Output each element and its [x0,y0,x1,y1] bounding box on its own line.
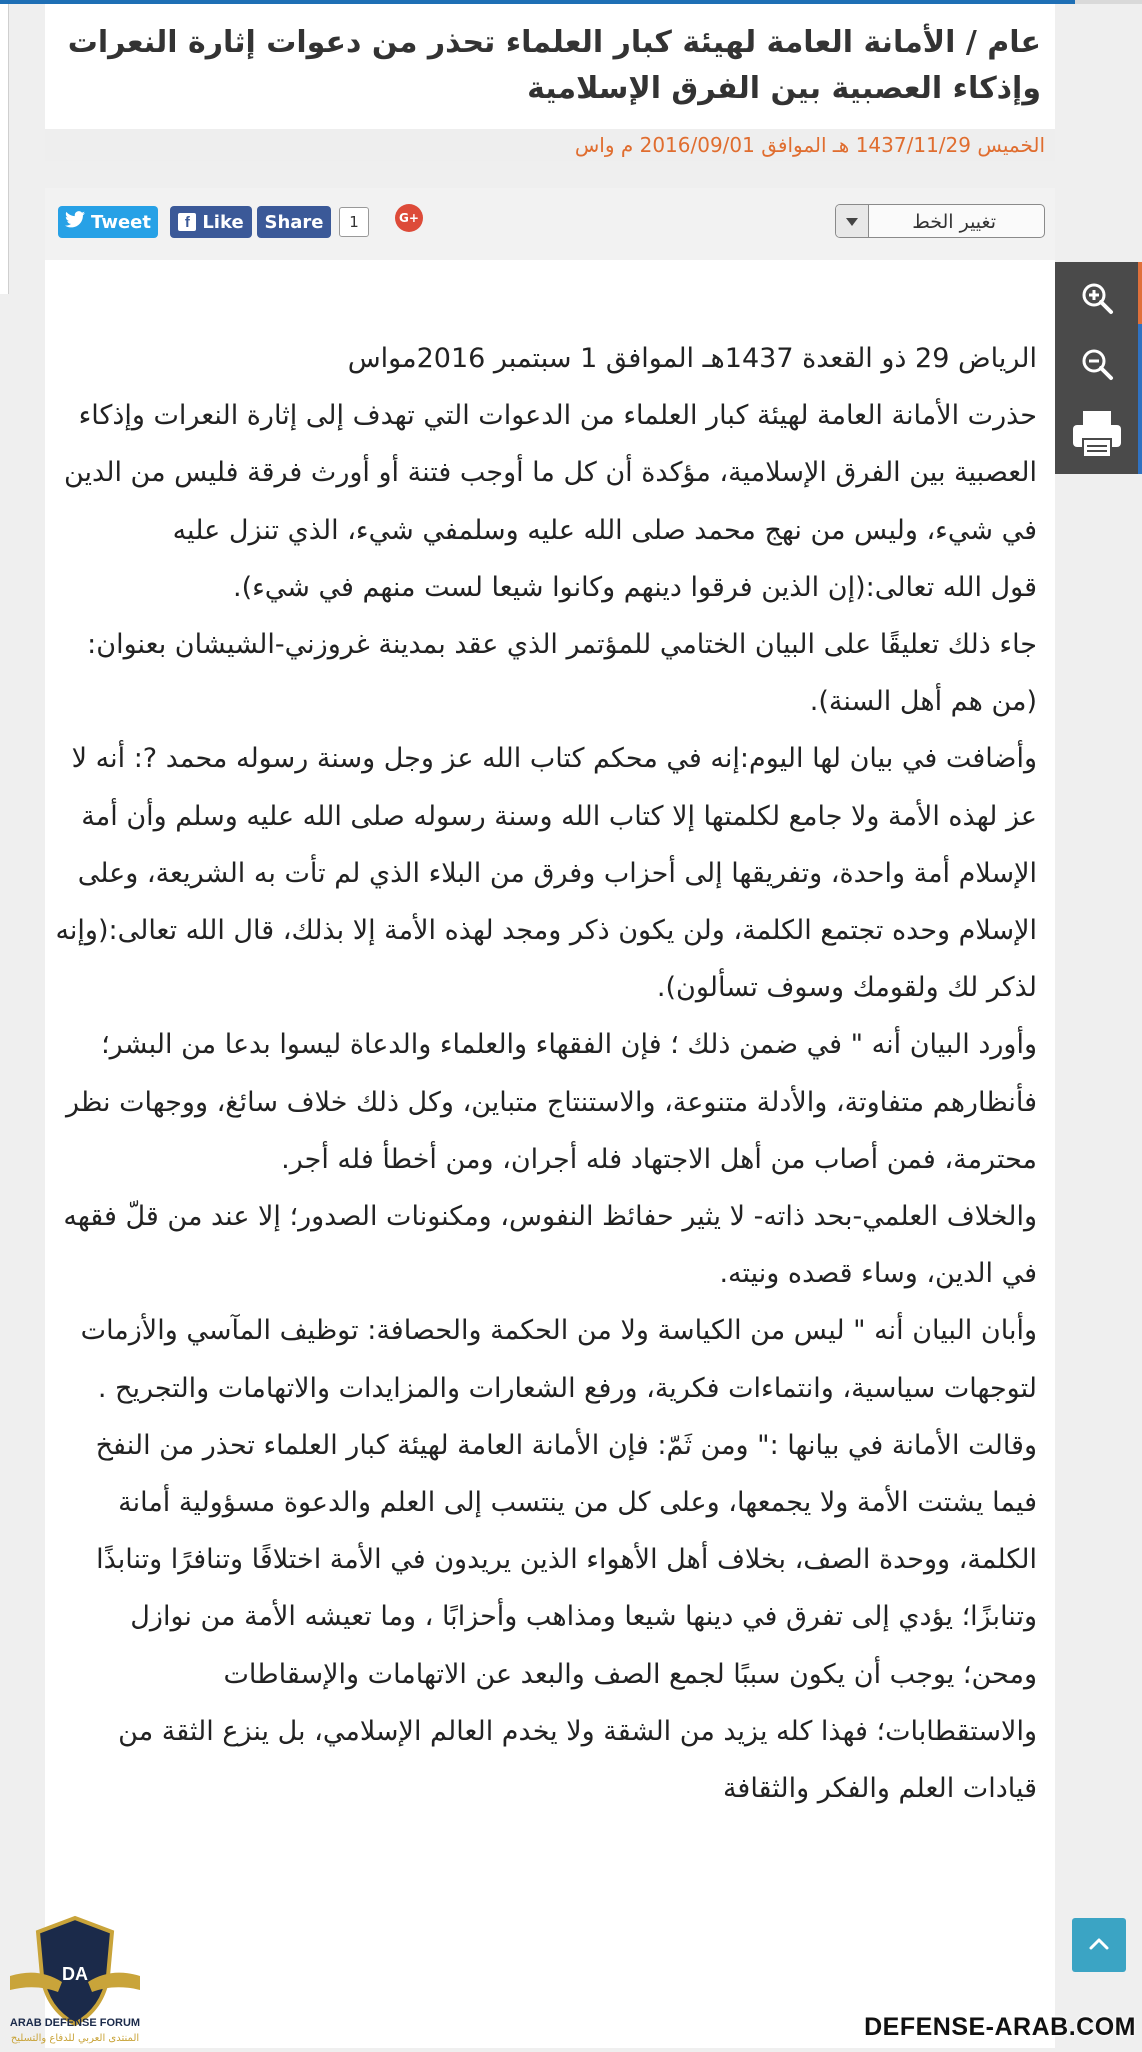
gplus-label: G+ [399,211,419,225]
google-plus-icon[interactable] [395,204,423,232]
article-title: عام / الأمانة العامة لهيئة كبار العلماء تحذر من دعوات إثارة النعرات وإذكاء العصبية بين الفرق الإسلامية [67,25,1041,106]
article-paragraph: وقالت الأمانة في بيانها :" ومن ثَمّ: فإن الأمانة العامة لهيئة كبار العلماء تحذر من النفخ فيما يشتت الأمة ولا يجمعها، وعلى كل من ينتسب إلى العلم والدعوة مسؤولية أمانة الكلمة، ووحدة الصف، بخلاف أهل الأهواء الذين يريدون في الأمة اختلافًا وتنافرًا وتنابذًا وتنابزًا؛ يؤدي إلى تفرق في دينها شيعا ومذاهب وأحزابًا ، وما تعيشه الأمة من نوازل ومحن؛ يوجب أن يكون سببًا لجمع الصف والبعد عن الاتهامات والإسقاطات والاستقطابات؛ فهذا كله يزيد من الشقة ولا يخدم العالم الإسلامي، بل ينزع الثقة من قيادات العلم والفكر والثقافة [95,1429,1037,1805]
article-paragraph: وأورد البيان أنه " في ضمن ذلك ؛ فإن الفقهاء والعلماء والدعاة ليسوا بدعا من البشر؛ فأنظارهم متفاوتة، والأدلة متنوعة، والاستنتاج متباين، وكل ذلك خلاف سائغ، ووجهات نظر محترمة، فمن أصاب من أهل الاجتهاد فله أجران، ومن أخطأ فله أجر. [65,1029,1037,1175]
share-label: Share [264,211,324,233]
article-body [45,260,1055,2048]
zoom-in-icon[interactable] [1075,276,1119,320]
zoom-out-icon[interactable] [1075,342,1119,386]
back-to-top-button[interactable] [1072,1918,1126,1972]
share-toolbar [45,188,1055,260]
article-header [45,4,1055,129]
article-date: الخميس 1437/11/29 هـ الموافق 2016/09/01 م واس [45,129,1055,161]
chevron-down-icon [836,205,869,237]
share-count-badge: 1 [339,207,369,237]
facebook-share-button[interactable] [257,206,331,238]
printer-icon[interactable] [1069,406,1125,462]
article-paragraph: الرياض 29 ذو القعدة 1437هـ الموافق 1 سبتمبر 2016مواس [347,343,1037,374]
article-paragraph: وأبان البيان أنه " ليس من الكياسة ولا من الحكمة والحصافة: توظيف المآسي والأزمات لتوجهات سياسية، وانتماءات فكرية، ورفع الشعارات والمزايدات والاتهامات والتجريح . [80,1315,1037,1404]
article-paragraph: وأضافت في بيان لها اليوم:إنه في محكم كتاب الله عز وجل وسنة رسوله محمد ?: أنه لا عز لهذه الأمة ولا جامع لكلمتها إلا كتاب الله وسنة رسوله صلى الله عليه وسلم وأن أمة الإسلام أمة واحدة، وتفريقها إلى أحزاب وفرق من البلاء الذي لم تأت به الشريعة، وعلى الإسلام وحده تجتمع الكلمة، ولن يكون ذكر ومجد لهذه الأمة إلا بذلك، قال الله تعالى:(وإنه لذكر لك ولقومك وسوف تسألون). [55,743,1037,1004]
twitter-bird-icon [65,211,85,233]
article-paragraph: جاء ذلك تعليقًا على البيان الختامي للمؤتمر الذي عقد بمدينة غروزني-الشيشان بعنوان:(من هم أهل السنة). [87,629,1037,718]
chevron-up-icon [1088,1936,1110,1955]
article-paragraph: قول الله تعالى:(إن الذين فرقوا دينهم وكانوا شيعا لست منهم في شيء). [232,571,1037,603]
article-paragraph: حذرت الأمانة العامة لهيئة كبار العلماء من الدعوات التي تهدف إلى إثارة النعرات وإذكاء العصبية بين الفرق الإسلامية، مؤكدة أن كل ما أوجب فتنة أو أورث فرقة فليس من الدين في شيء، وليس من نهج محمد صلى الله عليه وسلمفي شيء، الذي تنزل عليه [63,400,1037,546]
left-panel-edge [0,4,9,294]
like-label: Like [202,211,244,233]
font-select-label: تغيير الخط [912,211,996,233]
article-paragraph: والخلاف العلمي-بحد ذاته- لا يثير حفائظ النفوس، ومكنونات الصدور؛ إلا عند من قلّ فقهه في الدين، وساء قصده ونيته. [63,1201,1037,1290]
site-watermark: DEFENSE-ARAB.COM [864,2013,1136,2041]
logo-initials: DA [62,1964,88,1984]
forum-logo-watermark [0,1898,150,2048]
logo-arabic-name: المنتدى العربي للدفاع والتسليح [10,2033,140,2044]
facebook-like-button[interactable] [170,206,252,238]
article-tools-sidebar [1055,262,1142,474]
tweet-button[interactable] [58,206,158,238]
tweet-label: Tweet [91,211,151,233]
font-change-select[interactable] [835,204,1045,238]
logo-english-name: ARAB DEFENSE FORUM [9,2017,141,2029]
facebook-icon: f [178,213,196,231]
